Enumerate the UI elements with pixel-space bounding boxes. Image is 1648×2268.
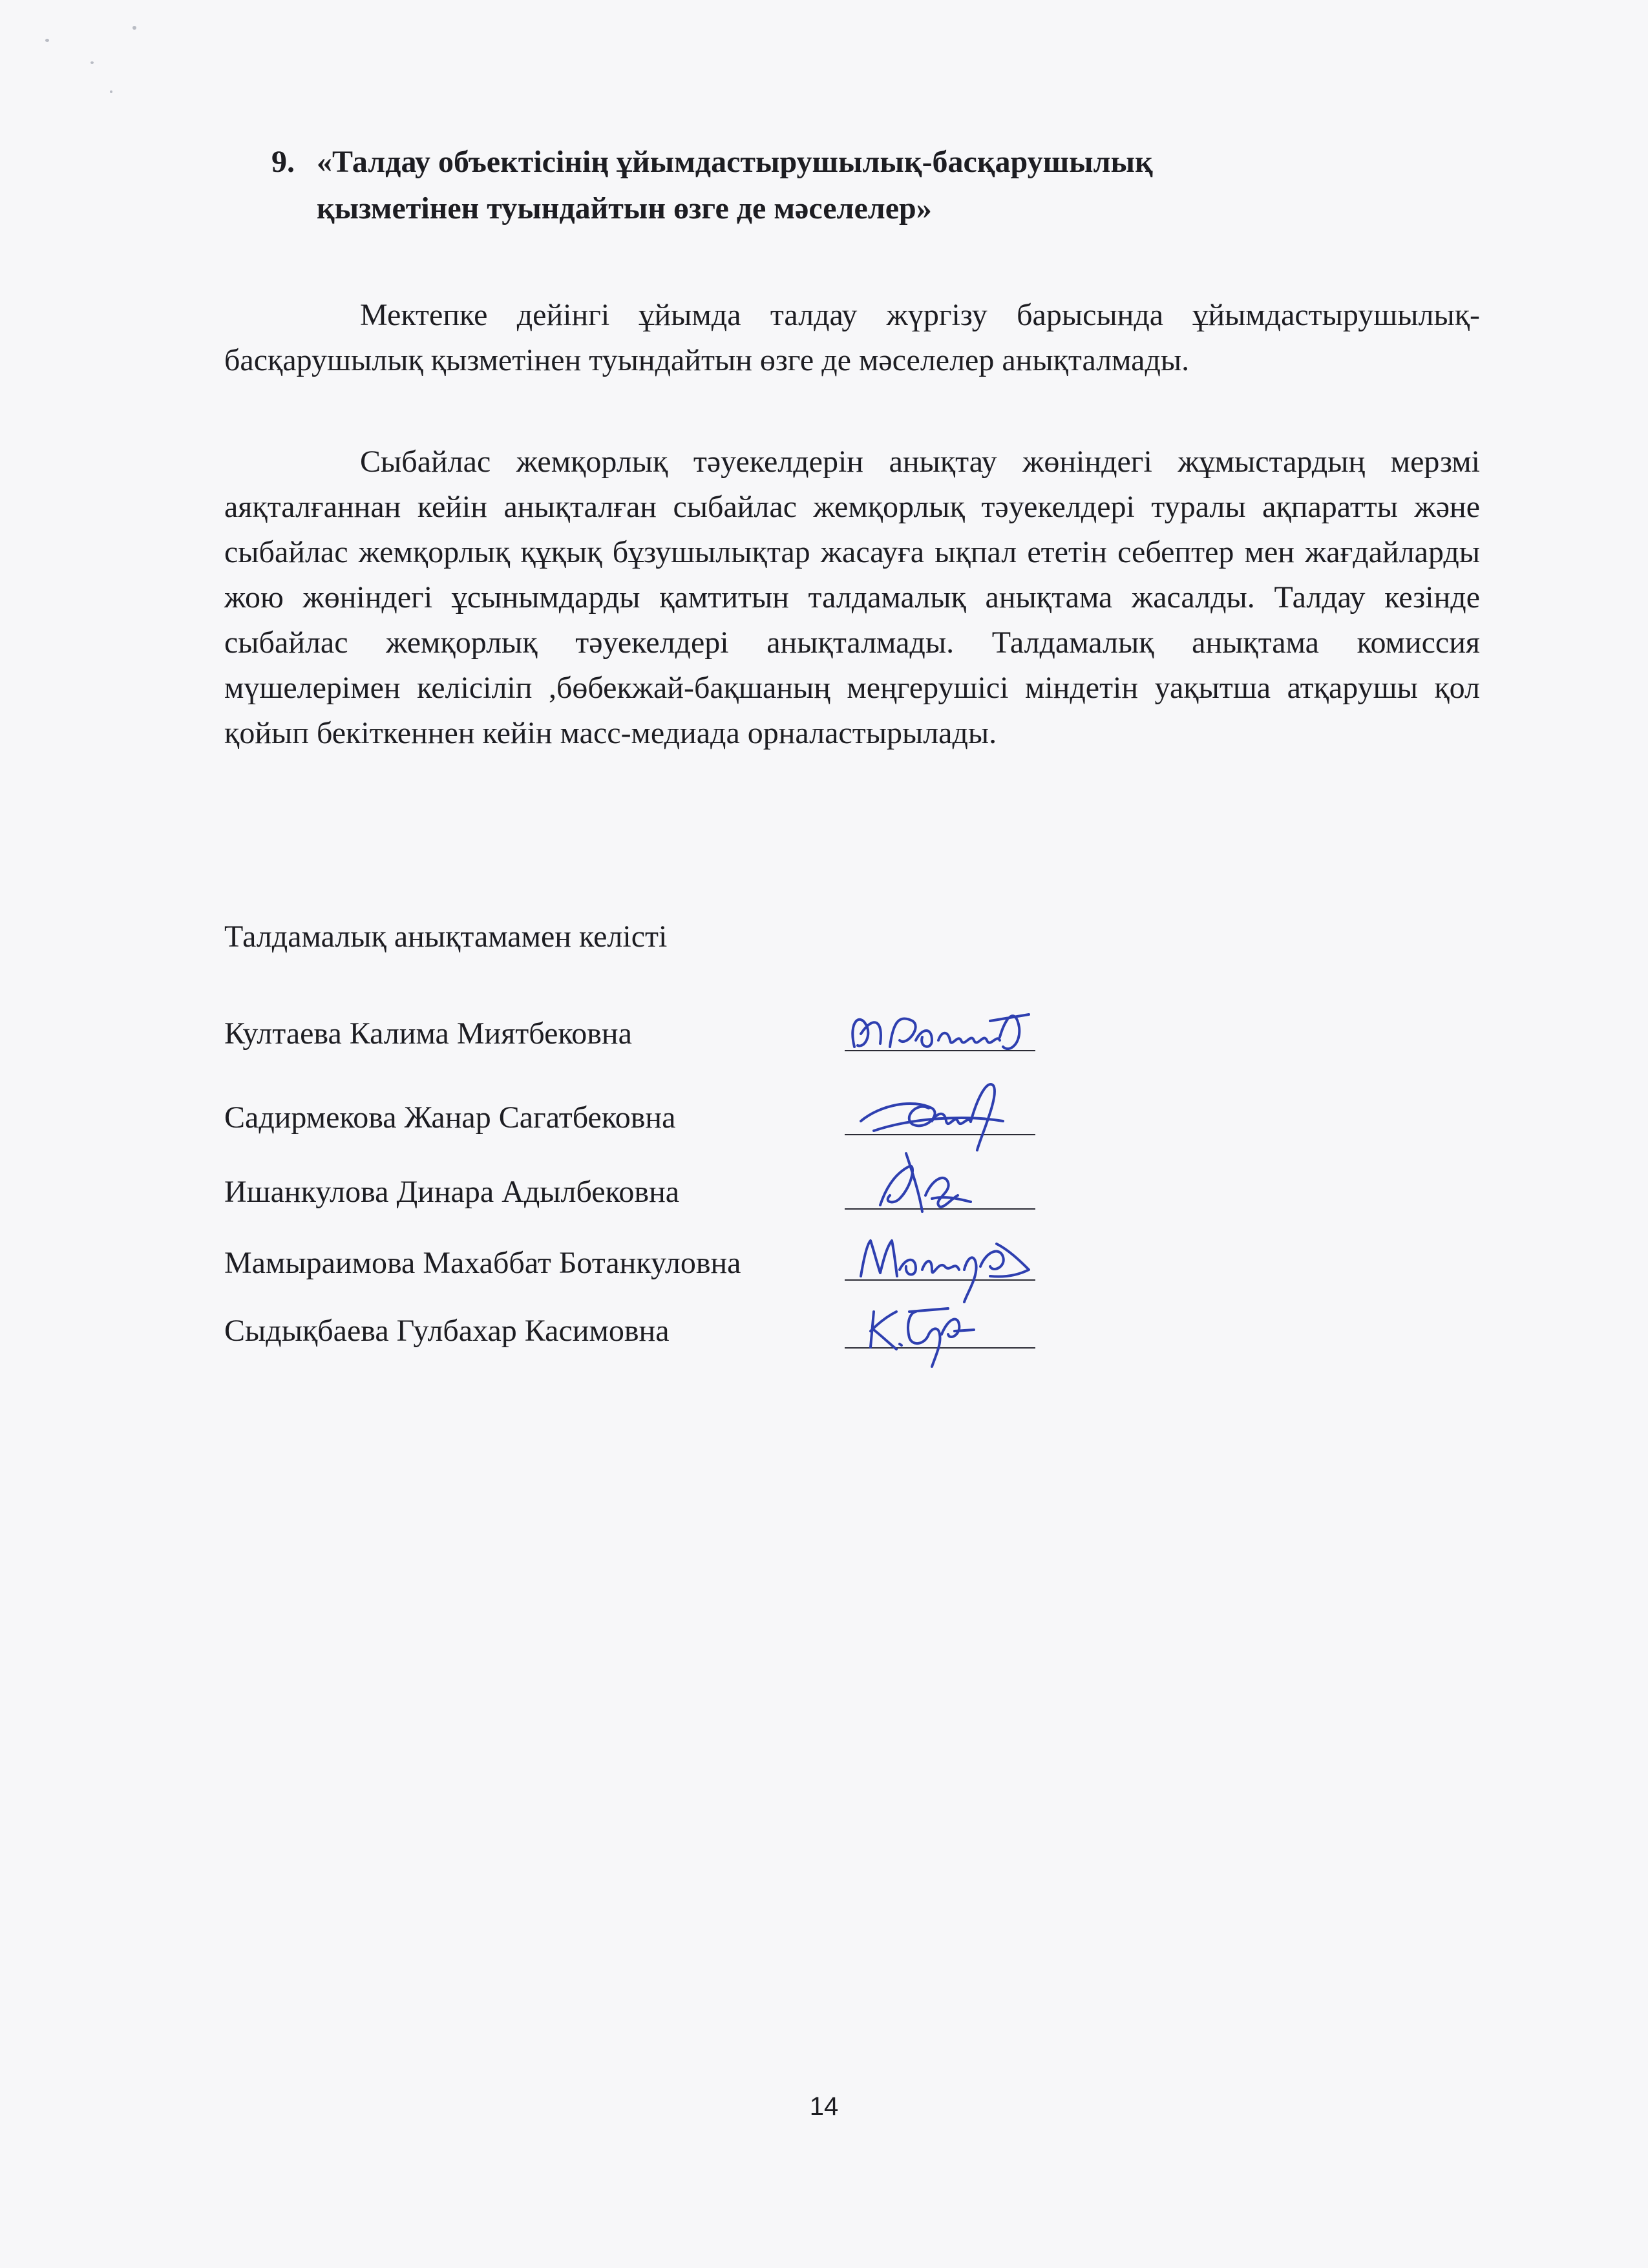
signer-row: [224, 1308, 1129, 1380]
agreed-label: Талдамалық анықтамамен келісті: [224, 919, 668, 954]
scan-artifact: [90, 61, 94, 64]
section-title: [317, 139, 1415, 232]
signer-name: Садирмекова Жанар Сагатбековна: [224, 1100, 676, 1135]
signer-name: Култаева Калима Миятбековна: [224, 1016, 632, 1051]
section-heading: [271, 139, 1499, 232]
paragraph-2: Сыбайлас жемқорлық тәуекелдерін анықтау жөніндегі жұмыстардың мерзмі аяқталғаннан кейін анықталған сыбайлас жемқорлық тәуекелдері туралы ақпаратты және сыбайлас жемқорлық құқық бұзушылықтар жасауға ықпал ететін себептер мен жағдайларды жою жөніндегі ұсынымдарды қамтитын талдамалық анықтама жасалды. Талдау кезінде сыбайлас жемқорлық тәуекелдері анықталмады. Талдамалық анықтама комиссия мүшелерімен келісіліп ,бөбекжай-бақшаның меңгерушісі міндетін уақытша атқарушы қол қойып бекіткеннен кейін масс-медиада орналастырылады.: [224, 445, 1480, 750]
section-title-line-2: қызметінен туындайтын өзге де мәселелер»: [317, 191, 932, 226]
scan-artifact: [45, 39, 49, 42]
section-number: 9.: [271, 145, 295, 179]
paragraph-1: Мектепке дейінгі ұйымда талдау жүргізу барысында ұйымдастырушылық-басқарушылық қызметінен туындайтын өзге де мәселелер анықталмады.: [224, 298, 1480, 377]
scan-artifact: [132, 26, 136, 30]
signature-image: [835, 1273, 1048, 1370]
signer-name: Ишанкулова Динара Адылбековна: [224, 1175, 680, 1209]
page-number: 14: [809, 2092, 839, 2121]
signer-name: Сыдықбаева Гулбахар Касимовна: [224, 1314, 670, 1348]
signer-name: Мамыраимова Махаббат Ботанкуловна: [224, 1246, 741, 1280]
signature-image: [835, 976, 1048, 1073]
section-title-line-1: «Талдау объектісінің ұйымдастырушылық-басқарушылық: [317, 145, 1153, 179]
scan-artifact: [110, 90, 112, 93]
